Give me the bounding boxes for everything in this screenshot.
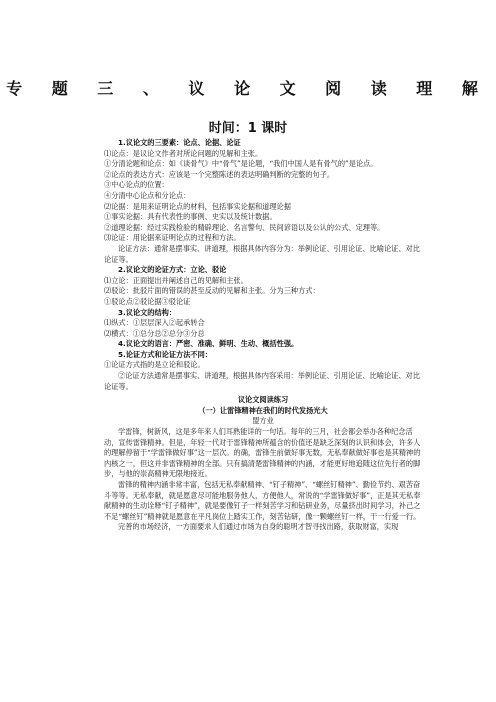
heading-three-elements: 1.议论文的三要素：论点、论据、论证 bbox=[118, 138, 241, 147]
page-title: 专 题 三 、 议 论 文 阅 读 理 解 bbox=[6, 79, 490, 98]
article-paragraph: 完善的市场经济，一方面要求人们通过市场为自身的聪明才智寻找出路，获取财富，实现 bbox=[118, 522, 399, 532]
text-line: ⑵论据：是用来证明论点的材料，包括事实论据和道理论据 bbox=[104, 201, 291, 211]
text-line: ④分清中心论点和分论点： bbox=[104, 190, 191, 200]
paragraph: ②论证方法通常是摆事实、讲道理，根据具体内容采用：举例论证、引用论证、比喻论证、对比论证等。 bbox=[104, 371, 420, 391]
article-paragraph: 学雷锋，树新风，这是多年来人们耳熟能详的一句话。每年的三月，社会都会举办各种纪念活动，宣传雷锋精神。但是，年轻一代对于雷锋精神所蕴含的价值还是缺乏深刻的认识和体会，许多人的理解停留于“学雷锋做好事”这一层次。的确，雷锋生前做好事无数，无私奉献做好事也是其精神的内核之一，但这并非雷锋精神的全部。只有搞清楚雷锋精神的内涵，才能更好地追随这位先行者的脚步，与他的崇高精神无限地接近。 bbox=[104, 427, 421, 479]
paragraph: 论证方法：通常是摆事实、讲道理，根据具体内容分为：举例论证、引用论证、比喻论证、对比论证等。 bbox=[104, 243, 420, 264]
text-line: ⑴论点：是议论文作者对所论问题的见解和主张。 bbox=[104, 148, 263, 158]
article-author: 盟方业 bbox=[252, 416, 274, 426]
text-line: ①事实论据：具有代表性的事例、史实以及统计数据。 bbox=[104, 212, 277, 222]
text-line: ⑵横式：①总分总②总分③分总 bbox=[104, 328, 205, 338]
text-line: ①驳论点②驳论据③驳论证 bbox=[104, 296, 191, 306]
text-line: ⑴纵式：①层层深入②起承转合 bbox=[104, 318, 205, 328]
text-line: ③中心论点的位置： bbox=[104, 180, 169, 190]
article-paragraph: 雷锋的精神内涵非常丰富，包括无私奉献精神、“钉子精神”、“螺丝钉精神”、勤俭节约、艰苦奋斗等等。无私奉献，就是愿意尽可能地服务他人，方便他人，常说的“学雷锋做好事”，正是其无私奉献精神的生动诠释“钉子精神”，就是要像钉子一样刻苦学习和钻研业务，尽量挤出时间学习，补己之不足“螺丝钉”精神就是愿意在平凡岗位上踏实工作，刻苦钻研，像一颗螺丝钉一样，干一行爱一行。 bbox=[104, 480, 421, 521]
section-heading: 议论文阅读练习 bbox=[237, 395, 289, 405]
text-line: ⑵驳论：批驳片面的错误的甚至反动的见解和主张。分为三种方式： bbox=[104, 286, 320, 296]
heading-structure: 3.议论文的结构： bbox=[118, 307, 177, 317]
text-line: ⑴立论：正面提出并阐述自己的见解和主张。 bbox=[104, 275, 248, 285]
text-line: ①分清论题和论点：如《谈骨气》中“骨气”是论题，“我们中国人是有骨气的”是论点。 bbox=[104, 159, 378, 169]
article-title: （一）让雷锋精神在我们的时代发扬光大 bbox=[198, 405, 328, 415]
text-line: ⑶论证：用论据来证明论点的过程和方法。 bbox=[104, 233, 241, 243]
text-line: ②道理论据：经过实践检验的精辟理论、名言警句、民间谚语以及公认的公式、定理等。 bbox=[104, 222, 385, 232]
text-line: ②论点的表达方式：应该是一个完整陈述的表达明确判断的完整的句子。 bbox=[104, 169, 335, 179]
heading-difference: 5.论证方式和论证方法不同： bbox=[118, 349, 212, 359]
lesson-time: 时间：1 课时 bbox=[208, 121, 288, 136]
heading-argument-types: 2.议论文的论证方式：立论、驳论 bbox=[118, 265, 227, 275]
text-line: ①论证方式指的是立论和驳论。 bbox=[104, 360, 205, 370]
heading-language: 4.议论文的语言：严密、准确、鲜明、生动、概括性强。 bbox=[118, 339, 299, 349]
document-body bbox=[104, 138, 422, 533]
